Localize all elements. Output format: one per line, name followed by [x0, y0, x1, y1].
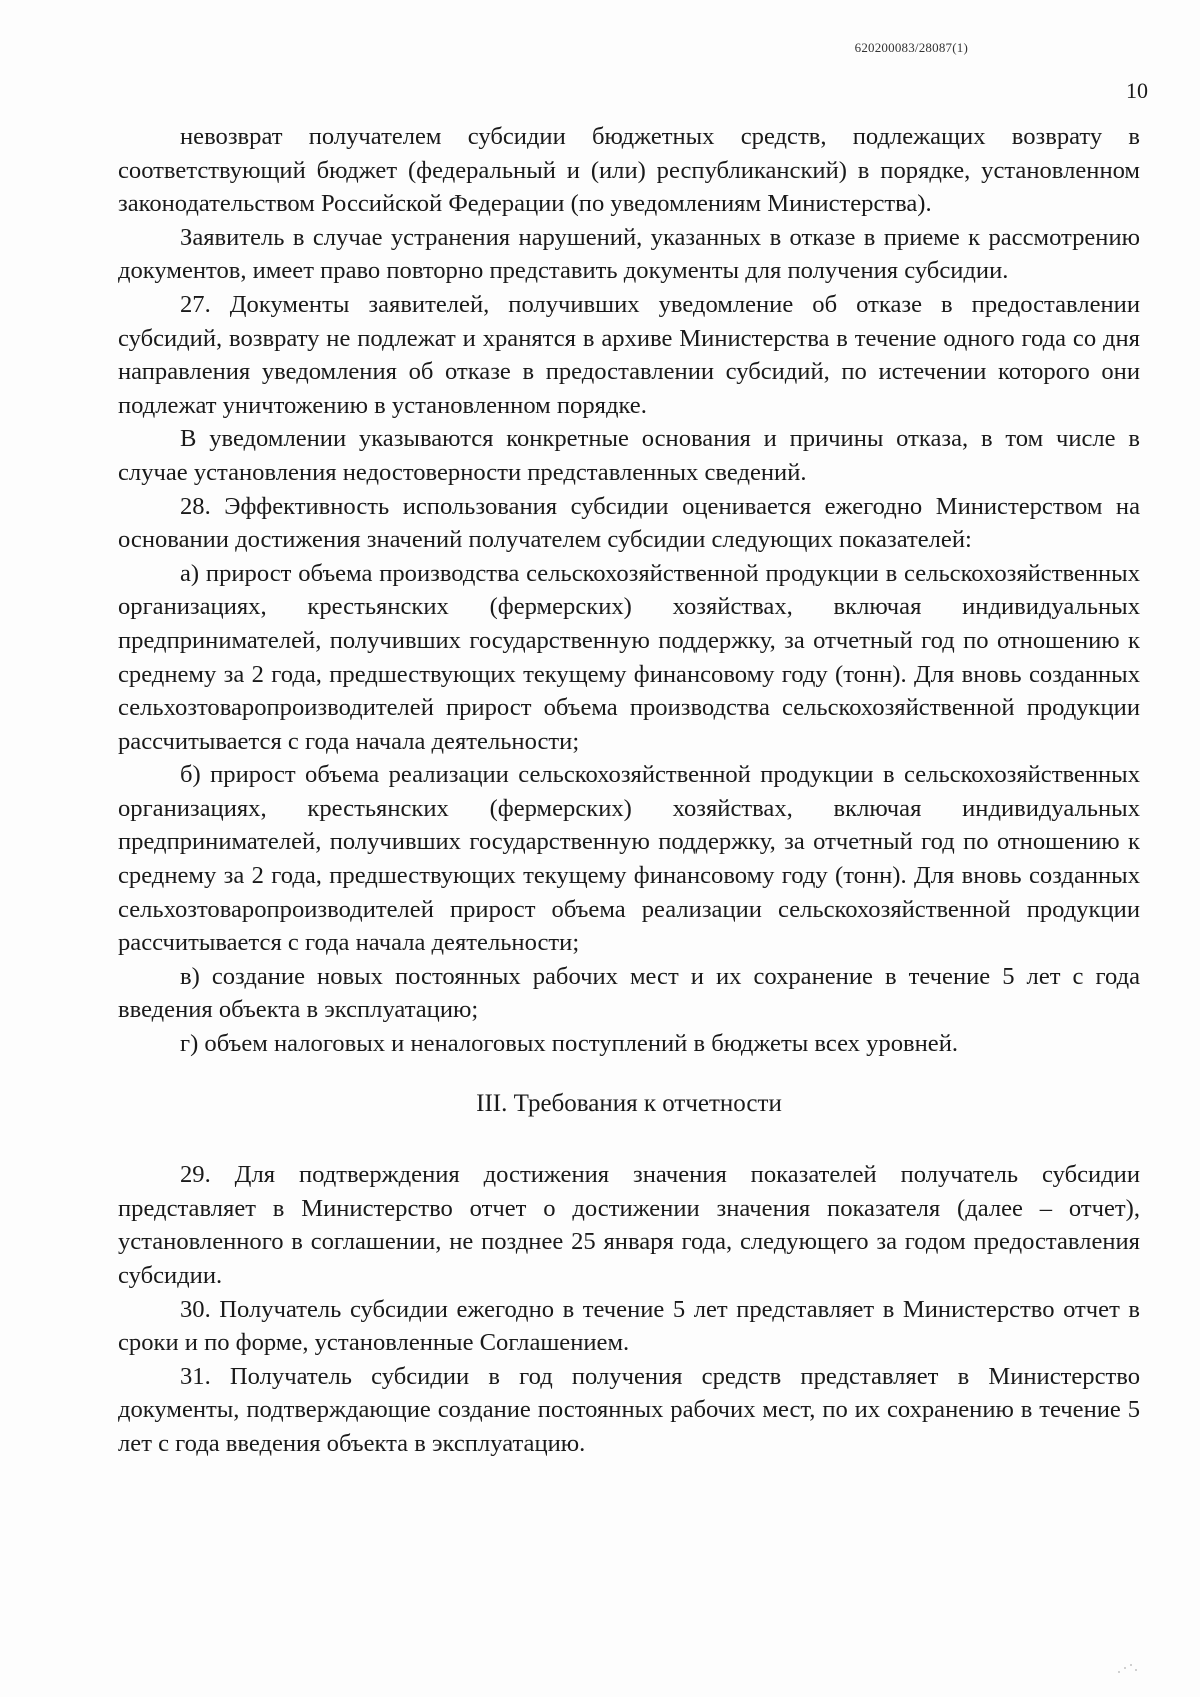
paragraph-30: 30. Получатель субсидии ежегодно в течение 5 лет представляет в Министерство отчет в сроки и по форме, установленные Соглашением.	[118, 1295, 1140, 1357]
list-item-a: а) прирост объема производства сельскохозяйственной продукции в сельскохозяйственных организациях, крестьянских (фермерских) хозяйствах, включая индивидуальных предпринимателей, получивших государственную поддержку, за отчетный год по отношению к среднему за 2 года, предшествующих текущему финансовому году (тонн). Для вновь созданных сельхозтоваропроизводителей прирост объема производства сельскохозяйственной продукции рассчитывается с года начала деятельности;	[118, 559, 1140, 755]
page-number: 10	[1126, 78, 1148, 103]
paragraph-28: 28. Эффективность использования субсидии оценивается ежегодно Министерством на основании достижения значений получателем субсидии следующих показателей:	[118, 492, 1140, 554]
list-item-v: в) создание новых постоянных рабочих мест и их сохранение в течение 5 лет с года введения объекта в эксплуатацию;	[118, 962, 1140, 1024]
section-heading: III. Требования к отчетности	[476, 1089, 782, 1117]
paragraph-resubmission: Заявитель в случае устранения нарушений, указанных в отказе в приеме к рассмотрению документов, имеет право повторно представить документы для получения субсидии.	[118, 223, 1140, 285]
list-item-b: б) прирост объема реализации сельскохозяйственной продукции в сельскохозяйственных организациях, крестьянских (фермерских) хозяйствах, включая индивидуальных предпринимателей, получивших государственную поддержку, за отчетный год по отношению к среднему за 2 года, предшествующих текущему финансовому году (тонн). Для вновь созданных сельхозтоваропроизводителей прирост объема реализации сельскохозяйственной продукции рассчитывается с года начала деятельности;	[118, 761, 1140, 957]
paragraph-29: 29. Для подтверждения достижения значения показателей получатель субсидии представляет в Министерство отчет о достижении значения показателя (далее – отчет), установленного в соглашении, не позднее 25 января года, следующего за годом предоставления субсидии.	[118, 1161, 1140, 1289]
paragraph-continuation-refund: невозврат получателем субсидии бюджетных средств, подлежащих возврату в соответствующий бюджет (федеральный и (или) республиканский) в порядке, установленном законодательством Российской Федерации (по уведомлениям Министерства).	[118, 123, 1140, 218]
document-body	[118, 120, 1140, 1461]
paragraph-27: 27. Документы заявителей, получивших уведомление об отказе в предоставлении субсидий, возврату не подлежат и хранятся в архиве Министерства в течение одного года со дня направления уведомления об отказе в предоставлении субсидий, по истечении которого они подлежат уничтожению в установленном порядке.	[118, 290, 1140, 419]
paragraph-31: 31. Получатель субсидии в год получения средств представляет в Министерство документы, подтверждающие создание постоянных рабочих мест, по их сохранению в течение 5 лет с года введения объекта в эксплуатацию.	[118, 1362, 1140, 1457]
scan-artifact	[1116, 1661, 1140, 1679]
paragraph-notice-reasons: В уведомлении указываются конкретные основания и причины отказа, в том числе в случае установления недостоверности представленных сведений.	[118, 425, 1140, 486]
list-item-g: г) объем налоговых и неналоговых поступлений в бюджеты всех уровней.	[180, 1030, 959, 1058]
document-id: 620200083/28087(1)	[854, 40, 968, 55]
